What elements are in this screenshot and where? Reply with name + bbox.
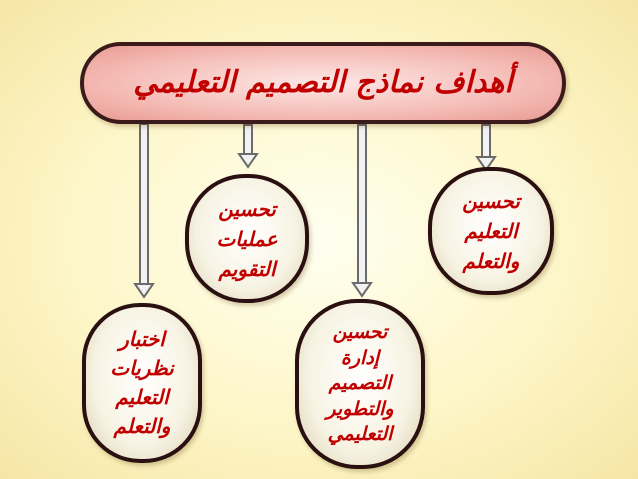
goal-improve-evaluation: تحسين عمليات التقويم [185, 174, 309, 303]
arrow-to-node-1 [477, 125, 495, 170]
arrow-to-node-3 [353, 125, 371, 296]
goal-improve-teaching-learning: تحسين التعليم والتعلم [428, 167, 554, 295]
goal-test-learning-theories: اختبار نظريات التعليم والتعلم [82, 303, 202, 463]
arrow-to-node-4 [135, 124, 153, 297]
arrow-to-node-2 [239, 125, 257, 167]
goal-improve-design-management: تحسين إدارة التصميم والتطوير التعليمي [295, 299, 425, 469]
diagram-title: أهداف نماذج التصميم التعليمي [80, 42, 566, 124]
